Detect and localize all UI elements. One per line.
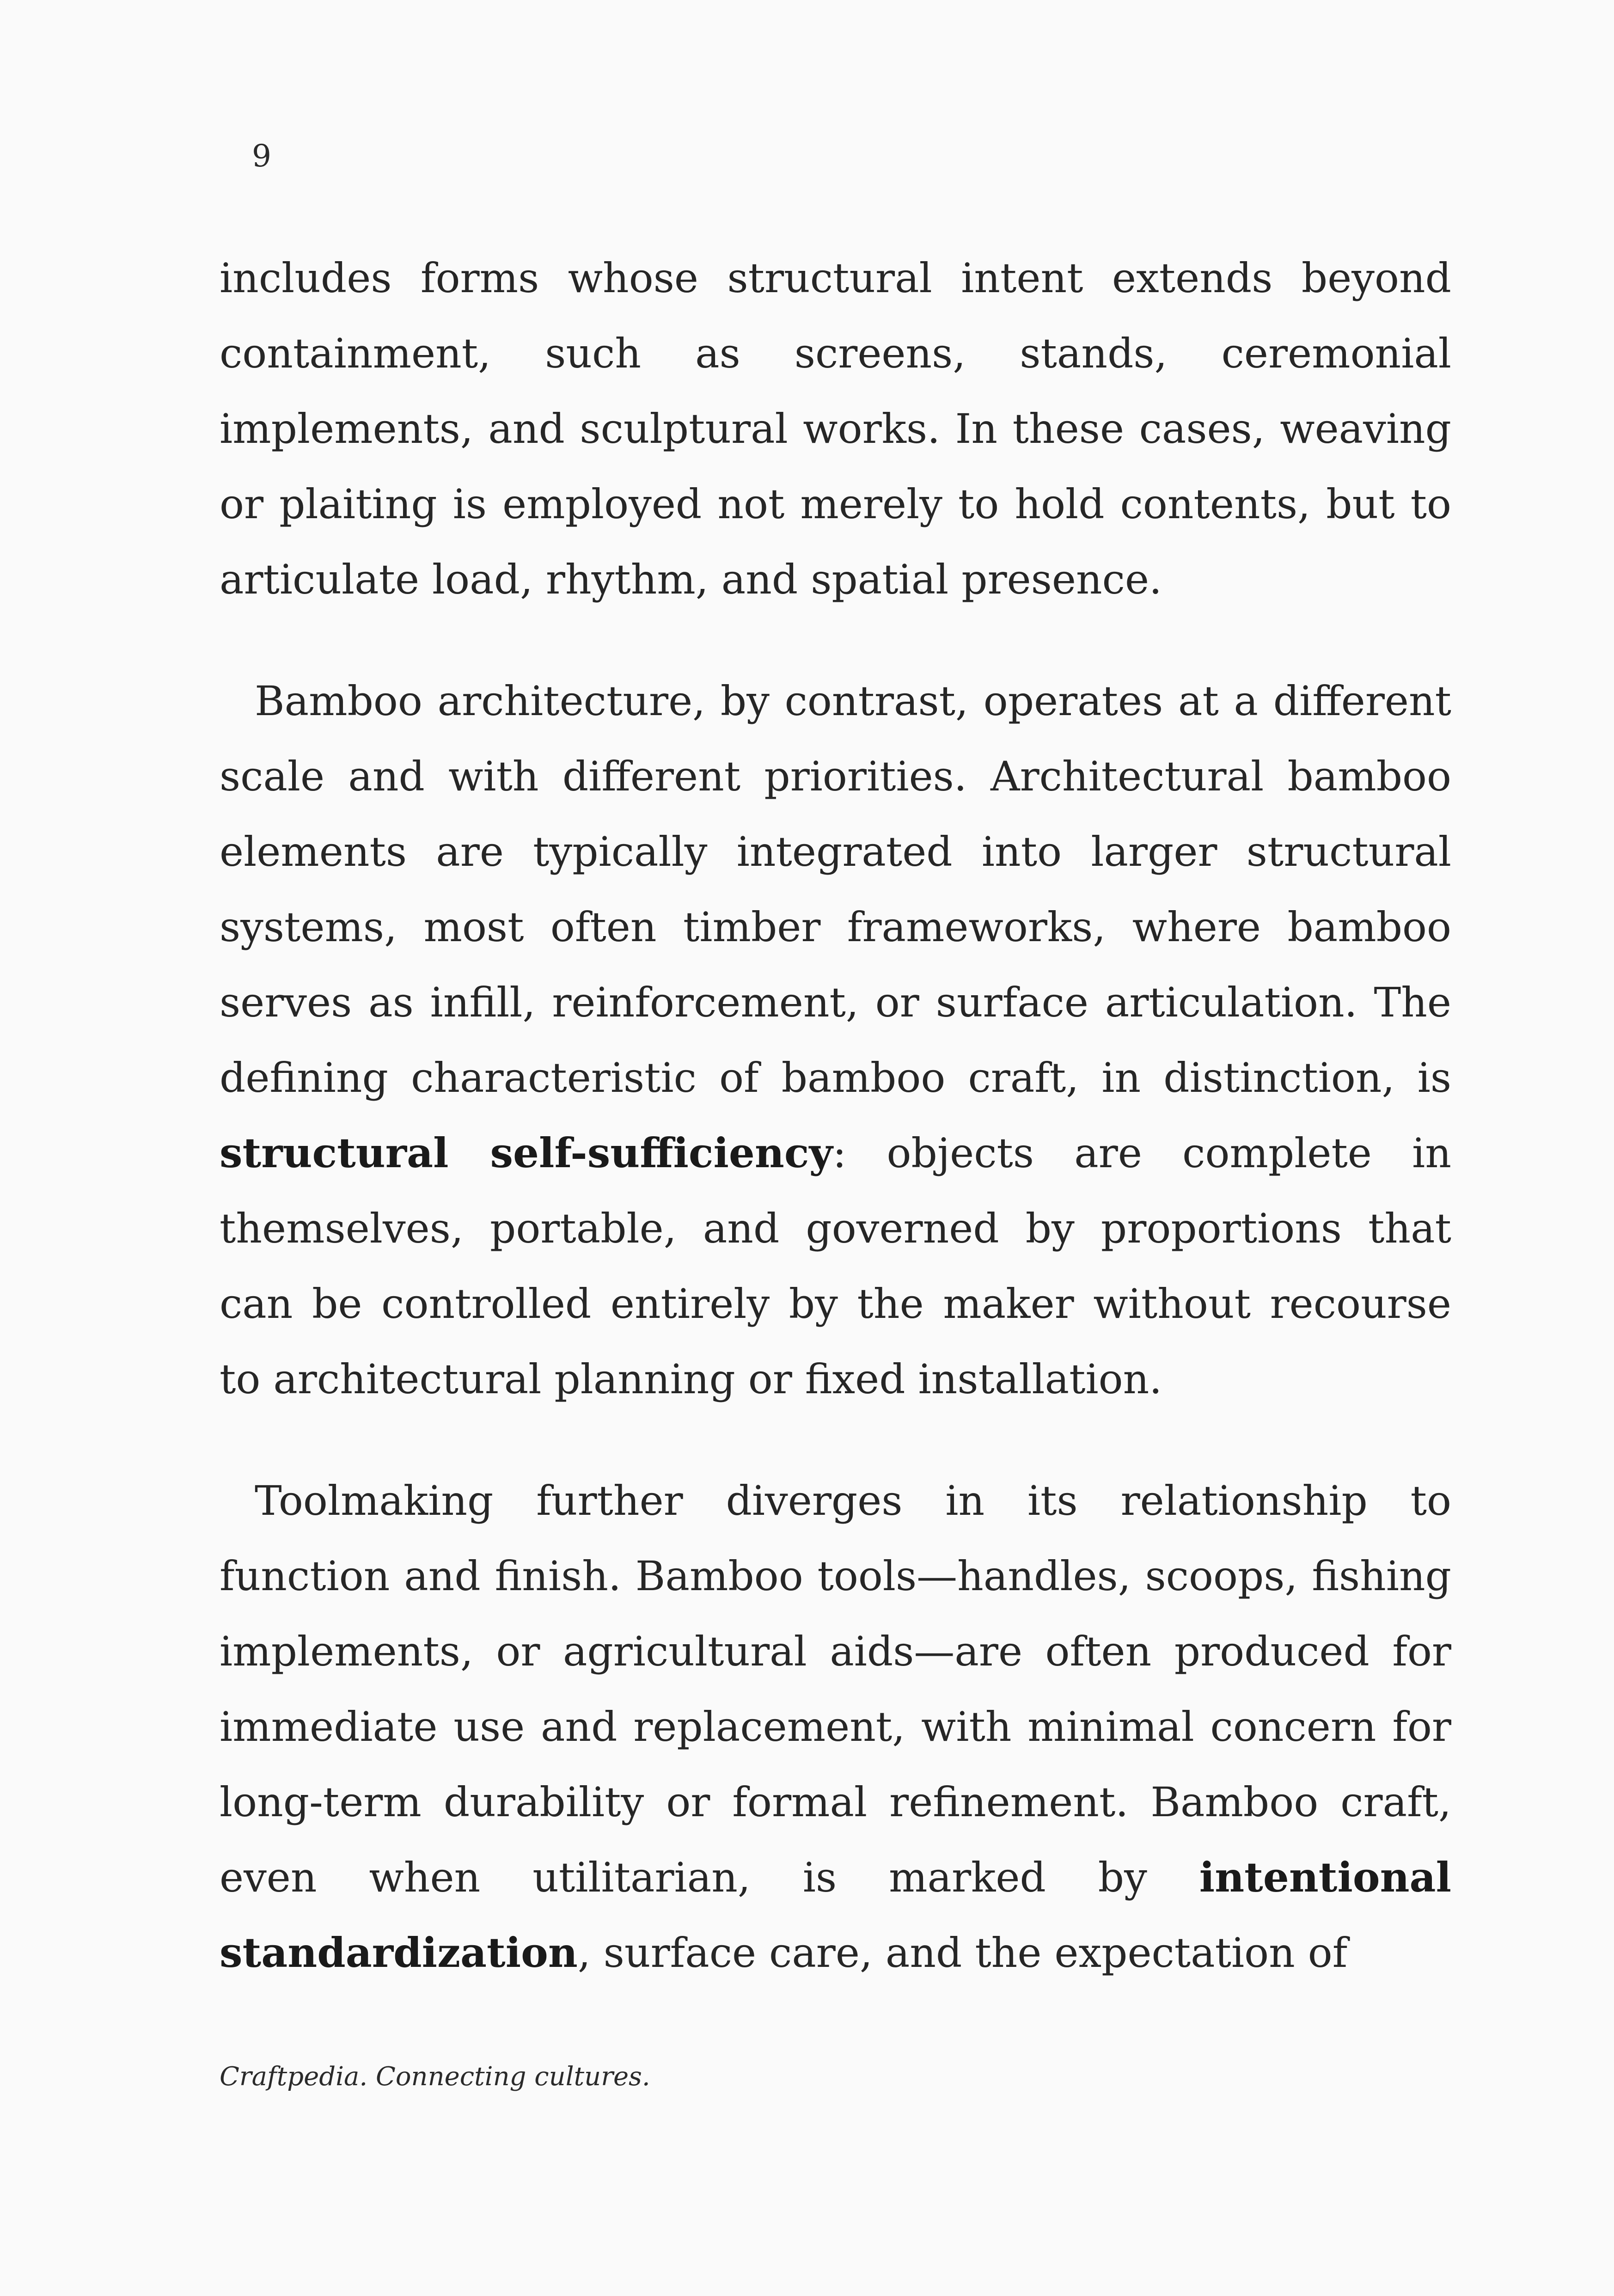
paragraph-3-text-b: , surface care, and the expectation of xyxy=(577,1929,1348,1977)
emphasis-structural-self-sufficiency: structural self-sufficiency xyxy=(220,1129,833,1177)
body-text xyxy=(220,240,1451,2037)
paragraph-3-text-a: Toolmaking further diverges in its relationship to function and finish. Bamboo tools—handles, scoops, fishing implements, or agricultural aids—are often produced for immediate use and replacement, with minimal concern for long-term durability or formal refinement. Bamboo craft, even when utilitarian, is marked by xyxy=(220,1477,1451,1901)
paragraph-1-text: includes forms whose structural intent extends beyond containment, such as screens, stands, ceremonial implements, and sculptural works. In these cases, weaving or plaiting is employed not merely to hold contents, but to articulate load, rhythm, and spatial presence. xyxy=(220,254,1451,603)
paragraph-2-text-a: Bamboo architecture, by contrast, operates at a different scale and with different priorities. Architectural bamboo elements are typically integrated into larger structural systems, most often timber frameworks, where bamboo serves as infill, reinforcement, or surface articulation. The defining characteristic of bamboo craft, in distinction, is xyxy=(220,677,1451,1102)
page-number: 9 xyxy=(252,138,271,174)
paragraph-3 xyxy=(220,1463,1451,1990)
page-footer: Craftpedia. Connecting cultures. xyxy=(220,2062,650,2092)
paragraph-2 xyxy=(220,663,1451,1417)
paragraph-1 xyxy=(220,240,1451,617)
emphasis-intentional-standardization: intentional standardization xyxy=(220,1853,1451,1977)
paragraph-2-text-b: : objects are complete in themselves, portable, and governed by proportions that can be controlled entirely by the maker without recourse to architectural planning or fixed installation. xyxy=(220,1129,1451,1403)
